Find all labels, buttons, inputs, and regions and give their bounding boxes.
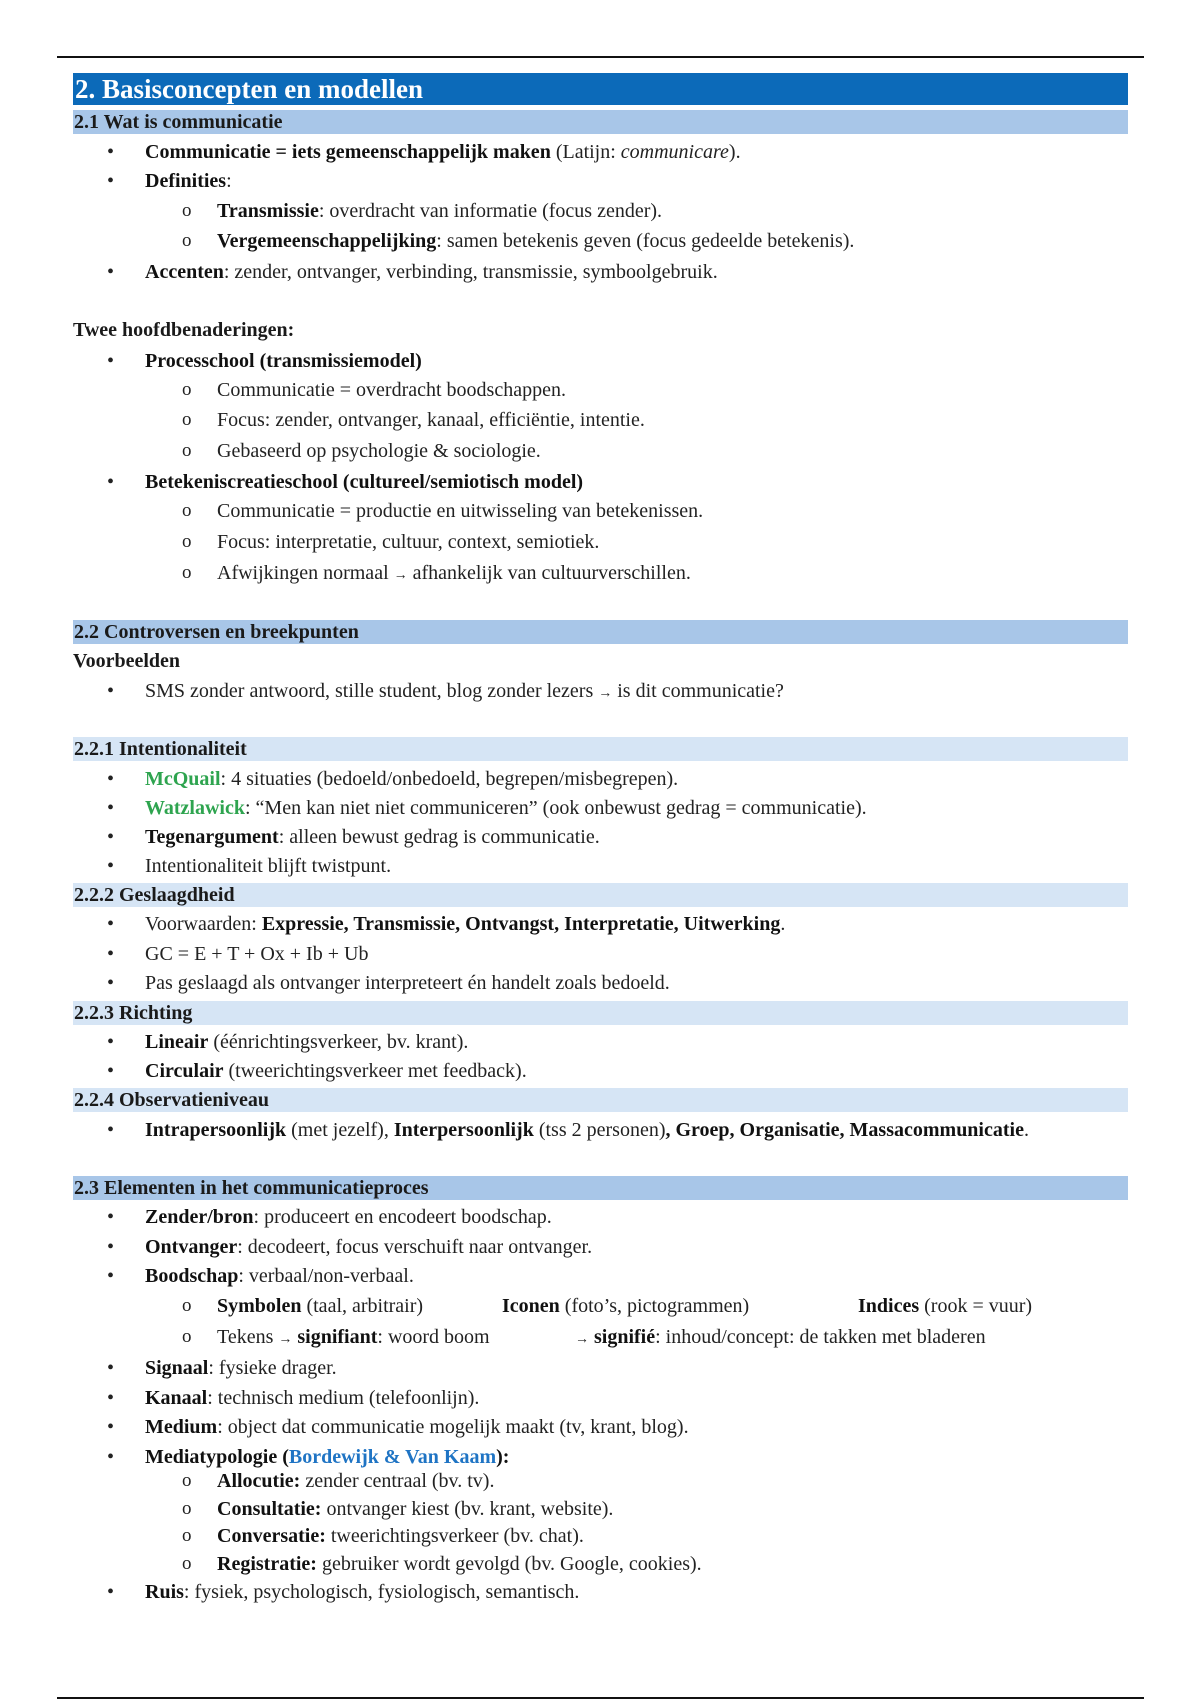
bullet: • [107,855,115,877]
bullet: • [107,1581,115,1603]
list-item: Tegenargument: alleen bewust gedrag is communicatie. [145,826,600,848]
list-item: Betekeniscreatieschool (cultureel/semiotisch model) [145,471,584,493]
sub-bullet: o [182,1295,192,1316]
arrow-icon: → [575,1332,589,1347]
heading-2-2-4: 2.2.4 Observatieniveau [73,1088,1128,1112]
bullet: • [107,1060,115,1082]
list-item: Communicatie = productie en uitwisseling van betekenissen. [217,500,704,522]
bullet: • [107,1357,115,1379]
bullet: • [107,350,115,372]
list-item: Conversatie: tweerichtingsverkeer (bv. chat). [217,1525,584,1547]
heading-2-2-1: 2.2.1 Intentionaliteit [73,737,1128,761]
list-item: Boodschap: verbaal/non-verbaal. [145,1265,414,1287]
bullet: • [107,1206,115,1228]
bullet: • [107,826,115,848]
list-item: Kanaal: technisch medium (telefoonlijn). [145,1387,480,1409]
list-item: Definities: [145,170,232,192]
list-item: Allocutie: zender centraal (bv. tv). [217,1470,495,1492]
list-item: Symbolen (taal, arbitrair) [217,1295,424,1317]
list-item: Indices (rook = vuur) [858,1295,1033,1317]
list-item: Communicatie = iets gemeenschappelijk maken (Latijn: communicare). [145,141,741,163]
sub-bullet: o [182,409,192,430]
bottom-rule [57,1697,1144,1699]
bullet: • [107,680,115,702]
heading-2-2-2: 2.2.2 Geslaagdheid [73,883,1128,907]
list-item: Watzlawick: “Men kan niet niet communiceren” (ook onbewust gedrag = communicatie). [145,797,867,819]
page-title: 2. Basisconcepten en modellen [73,73,1128,105]
bullet: • [107,1119,115,1141]
sub-bullet: o [182,1525,192,1546]
list-item: Tekens → signifiant: woord boom [217,1326,490,1348]
list-item: GC = E + T + Ox + Ib + Ub [145,943,369,965]
list-item: Focus: zender, ontvanger, kanaal, efficiëntie, intentie. [217,409,645,431]
list-item: Intentionaliteit blijft twistpunt. [145,855,392,877]
list-item: SMS zonder antwoord, stille student, blog zonder lezers → is dit communicatie? [145,680,784,702]
list-item: Afwijkingen normaal → afhankelijk van cultuurverschillen. [217,562,691,584]
bullet: • [107,141,115,163]
bullet: • [107,1416,115,1438]
subheading-voorbeelden: Voorbeelden [73,650,181,672]
top-rule [57,56,1144,58]
bullet: • [107,768,115,790]
bullet: • [107,913,115,935]
bullet: • [107,1236,115,1258]
list-item: Voorwaarden: Expressie, Transmissie, Ontvangst, Interpretatie, Uitwerking. [145,913,786,935]
bullet: • [107,1265,115,1287]
arrow-icon: → [278,1332,293,1347]
bullet: • [107,972,115,994]
heading-2-2: 2.2 Controversen en breekpunten [73,620,1128,644]
list-item: Pas geslaagd als ontvanger interpreteert én handelt zoals bedoeld. [145,972,670,994]
list-item: McQuail: 4 situaties (bedoeld/onbedoeld, begrepen/misbegrepen). [145,768,679,790]
sub-bullet: o [182,379,192,400]
sub-bullet: o [182,500,192,521]
bullet: • [107,261,115,283]
list-item: Iconen (foto’s, pictogrammen) [502,1295,750,1317]
list-item: Intrapersoonlijk (met jezelf), Interpersoonlijk (tss 2 personen), Groep, Organisatie, Massacommunicatie. [145,1119,1029,1141]
arrow-icon: → [598,686,613,701]
list-item: Gebaseerd op psychologie & sociologie. [217,440,541,462]
heading-2-3: 2.3 Elementen in het communicatieproces [73,1176,1128,1200]
sub-bullet: o [182,562,192,583]
arrow-icon: → [393,568,408,583]
list-item: Registratie: gebruiker wordt gevolgd (bv. Google, cookies). [217,1553,702,1575]
list-item: Processchool (transmissiemodel) [145,350,422,372]
list-item: Circulair (tweerichtingsverkeer met feedback). [145,1060,527,1082]
sub-bullet: o [182,1470,192,1491]
list-item: Ruis: fysiek, psychologisch, fysiologisch, semantisch. [145,1581,580,1603]
heading-2-2-3: 2.2.3 Richting [73,1001,1128,1025]
bullet: • [107,471,115,493]
list-item: Lineair (éénrichtingsverkeer, bv. krant). [145,1031,469,1053]
sub-bullet: o [182,200,192,221]
subheading-twee: Twee hoofdbenaderingen: [73,319,295,341]
list-item: Mediatypologie (Bordewijk & Van Kaam): [145,1446,510,1468]
list-item: Consultatie: ontvanger kiest (bv. krant, website). [217,1498,614,1520]
bullet: • [107,797,115,819]
sub-bullet: o [182,1326,192,1347]
sub-bullet: o [182,531,192,552]
list-item: Transmissie: overdracht van informatie (focus zender). [217,200,663,222]
list-item: Accenten: zender, ontvanger, verbinding, transmissie, symboolgebruik. [145,261,718,283]
list-item: Signaal: fysieke drager. [145,1357,337,1379]
heading-2-1: 2.1 Wat is communicatie [73,110,1128,134]
sub-bullet: o [182,440,192,461]
list-item: Ontvanger: decodeert, focus verschuift naar ontvanger. [145,1236,593,1258]
sub-bullet: o [182,230,192,251]
bullet: • [107,170,115,192]
list-item: → signifié: inhoud/concept: de takken met bladeren [575,1326,986,1348]
bullet: • [107,943,115,965]
list-item: Medium: object dat communicatie mogelijk maakt (tv, krant, blog). [145,1416,689,1438]
list-item: Vergemeenschappelijking: samen betekenis geven (focus gedeelde betekenis). [217,230,855,252]
list-item: Focus: interpretatie, cultuur, context, semiotiek. [217,531,600,553]
list-item: Zender/bron: produceert en encodeert boodschap. [145,1206,552,1228]
bullet: • [107,1387,115,1409]
sub-bullet: o [182,1498,192,1519]
bullet: • [107,1031,115,1053]
sub-bullet: o [182,1553,192,1574]
list-item: Communicatie = overdracht boodschappen. [217,379,566,401]
bullet: • [107,1446,115,1468]
